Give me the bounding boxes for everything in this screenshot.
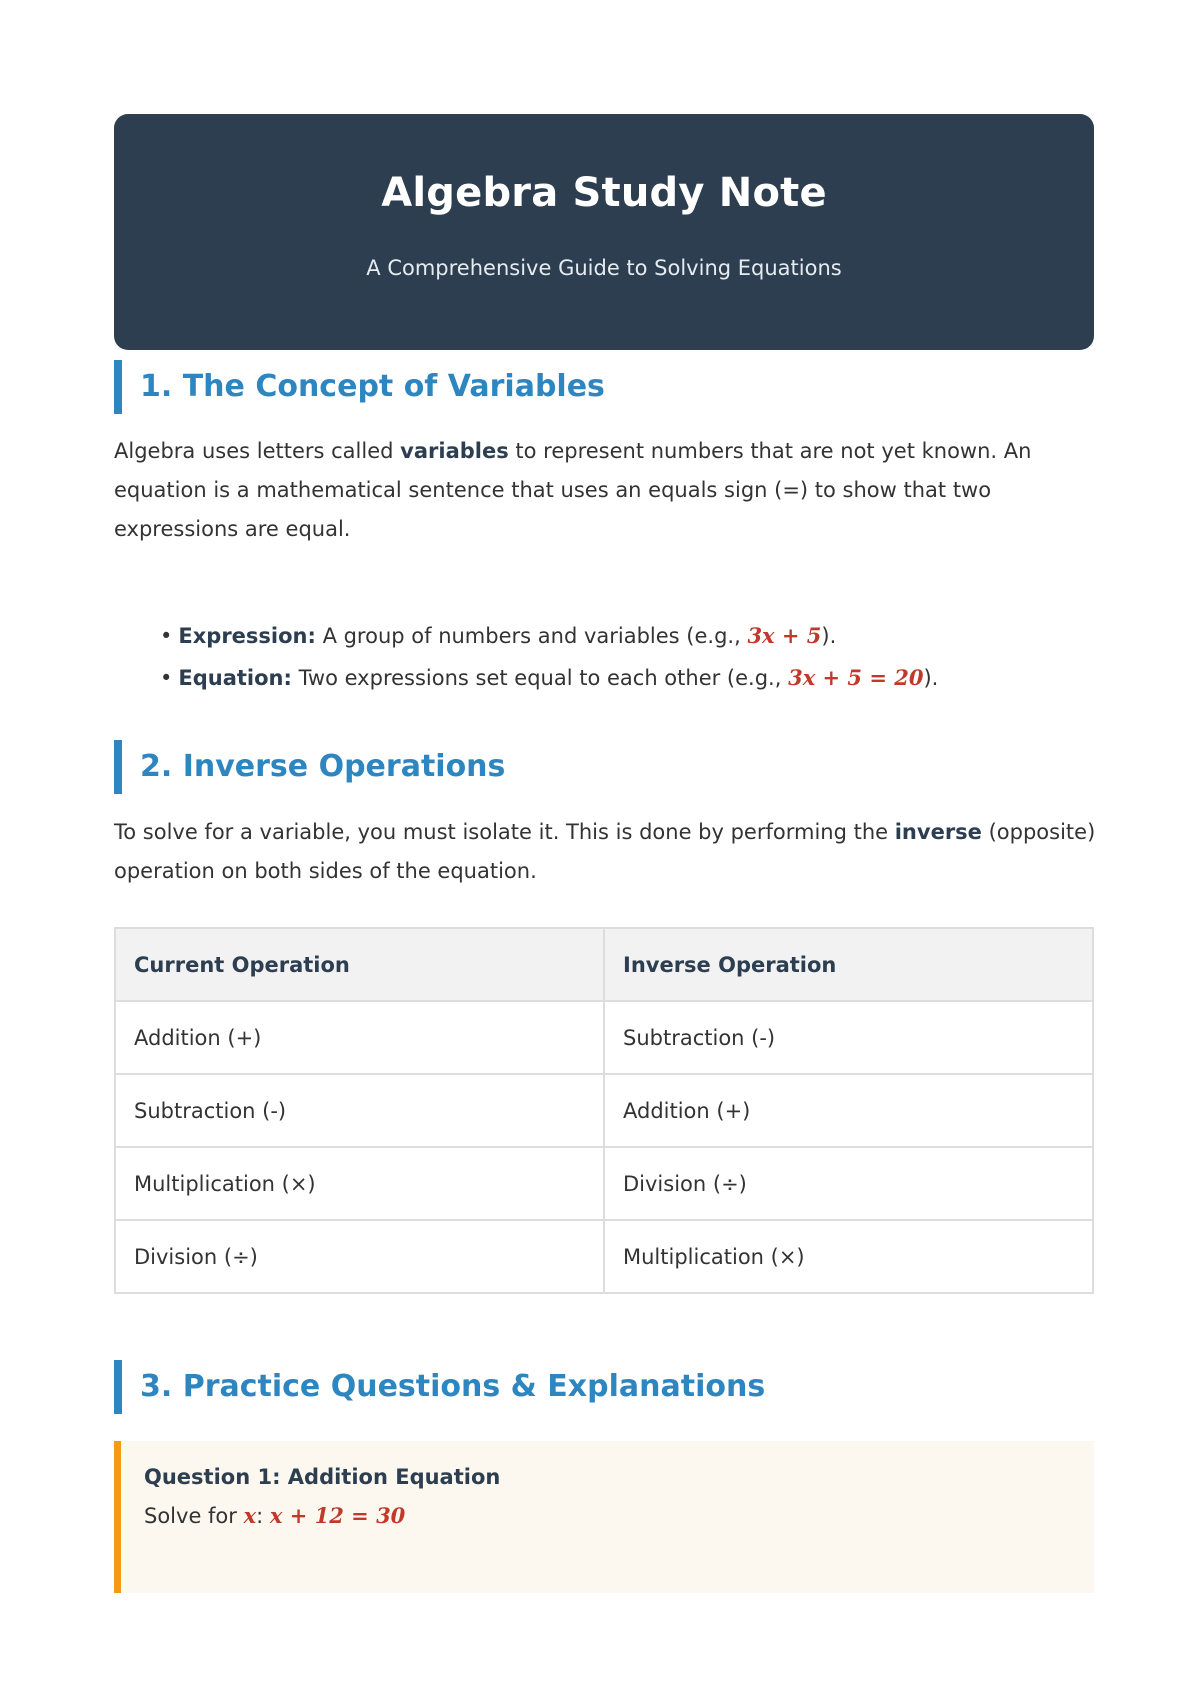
table-row xyxy=(115,1001,1093,1074)
inverse-paragraph xyxy=(114,813,1104,891)
math-expression: 3x + 5 = 20 xyxy=(788,665,924,690)
table-cell: Multiplication (×) xyxy=(604,1220,1093,1293)
math-expression: 3x + 5 xyxy=(747,623,822,648)
section-heading-practice: 3. Practice Questions & Explanations xyxy=(114,1360,1094,1414)
table-cell: Division (÷) xyxy=(604,1147,1093,1220)
section-heading-inverse-operations: 2. Inverse Operations xyxy=(114,740,1094,794)
math-equation: x + 12 = 30 xyxy=(269,1503,406,1528)
title-banner xyxy=(114,114,1094,350)
closing-text: ). xyxy=(923,666,939,690)
table-cell: Addition (+) xyxy=(604,1074,1093,1147)
question-prompt xyxy=(144,1503,405,1528)
term: Expression: xyxy=(178,624,316,648)
prompt-text: Solve for xyxy=(144,1504,244,1528)
paragraph-text: (opposite) operation on both sides of the equation. xyxy=(114,820,1096,883)
table-cell: Subtraction (-) xyxy=(115,1074,604,1147)
question-title: Question 1: Addition Equation xyxy=(144,1465,501,1489)
table-cell: Subtraction (-) xyxy=(604,1001,1093,1074)
variables-paragraph xyxy=(114,432,1104,549)
definitions-list xyxy=(160,615,1100,699)
table-cell: Addition (+) xyxy=(115,1001,604,1074)
bold-term: inverse xyxy=(894,820,982,844)
page-subtitle: A Comprehensive Guide to Solving Equations xyxy=(366,256,842,280)
column-header: Inverse Operation xyxy=(604,928,1093,1001)
definition-text: A group of numbers and variables (e.g., xyxy=(315,624,748,648)
table-row xyxy=(115,1220,1093,1293)
bullet-icon: • xyxy=(160,624,173,648)
paragraph-text: Algebra uses letters called xyxy=(114,439,401,463)
list-item xyxy=(160,615,1100,657)
table-row xyxy=(115,1074,1093,1147)
question-card xyxy=(114,1441,1094,1593)
page-title: Algebra Study Note xyxy=(381,170,827,216)
table-cell: Multiplication (×) xyxy=(115,1147,604,1220)
list-item xyxy=(160,657,1100,699)
inverse-operations-table xyxy=(114,927,1094,1294)
table-cell: Division (÷) xyxy=(115,1220,604,1293)
paragraph-text: to represent numbers that are not yet known. An equation is a mathematical sentence that uses an equals sign (=) to show that two expressions are equal. xyxy=(114,439,1032,541)
table-row xyxy=(115,1147,1093,1220)
term: Equation: xyxy=(178,666,292,690)
bold-term: variables xyxy=(400,439,509,463)
closing-text: ). xyxy=(821,624,837,648)
math-variable: x xyxy=(243,1503,257,1528)
prompt-colon: : xyxy=(256,1504,270,1528)
table-header-row xyxy=(115,928,1093,1001)
paragraph-text: To solve for a variable, you must isolate it. This is done by performing the xyxy=(114,820,895,844)
section-heading-variables: 1. The Concept of Variables xyxy=(114,360,1094,414)
definition-text: Two expressions set equal to each other (e.g., xyxy=(291,666,789,690)
column-header: Current Operation xyxy=(115,928,604,1001)
bullet-icon: • xyxy=(160,666,173,690)
